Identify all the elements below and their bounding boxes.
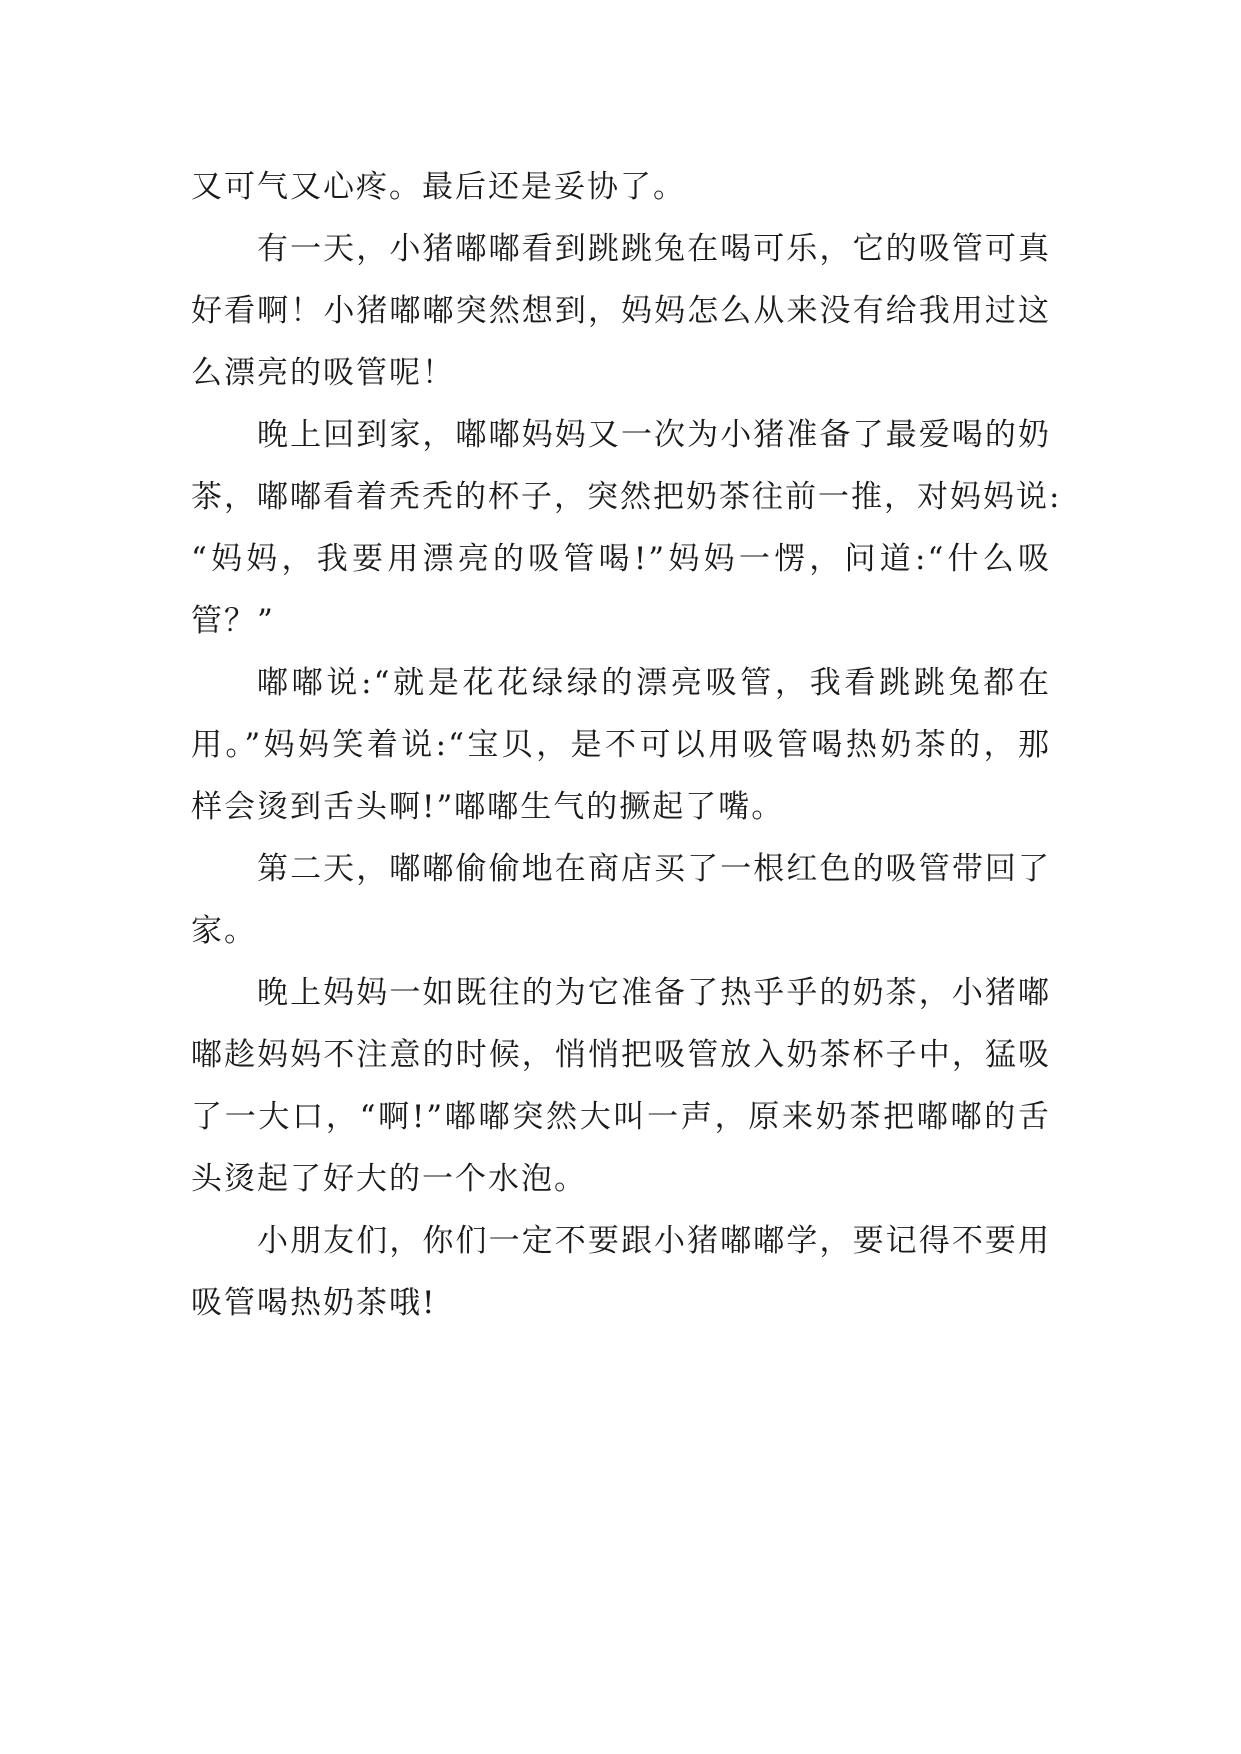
text-line: 样会烫到舌头啊!”嘟嘟生气的撅起了嘴。 xyxy=(191,789,785,825)
text-line: 小朋友们，你们一定不要跟小猪嘟嘟学，要记得不要用 xyxy=(257,1223,1051,1259)
text-line: 家。 xyxy=(191,913,257,949)
text-line: 好看啊！小猪嘟嘟突然想到，妈妈怎么从来没有给我用过这 xyxy=(191,293,1051,329)
text-line: 晚上妈妈一如既往的为它准备了热乎乎的奶茶，小猪嘟 xyxy=(257,975,1051,1011)
story-text xyxy=(191,156,1062,1334)
text-line: 了一大口，“啊!”嘟嘟突然大叫一声，原来奶茶把嘟嘟的舌 xyxy=(191,1099,1051,1135)
text-line: 晚上回到家，嘟嘟妈妈又一次为小猪准备了最爱喝的奶 xyxy=(257,417,1051,453)
text-line: 茶，嘟嘟看着秃秃的杯子，突然把奶茶往前一推，对妈妈说: xyxy=(191,479,1062,515)
text-line: 又可气又心疼。最后还是妥协了。 xyxy=(191,169,686,205)
text-line: 吸管喝热奶茶哦! xyxy=(191,1285,437,1321)
text-line: 头烫起了好大的一个水泡。 xyxy=(191,1161,587,1197)
text-line: 嘟嘟说:“就是花花绿绿的漂亮吸管，我看跳跳兔都在 xyxy=(257,665,1051,701)
text-line: 嘟趁妈妈不注意的时候，悄悄把吸管放入奶茶杯子中，猛吸 xyxy=(191,1037,1051,1073)
text-line: 第二天，嘟嘟偷偷地在商店买了一根红色的吸管带回了 xyxy=(257,851,1051,887)
text-line: 么漂亮的吸管呢！ xyxy=(191,355,455,391)
text-line: 有一天，小猪嘟嘟看到跳跳兔在喝可乐，它的吸管可真 xyxy=(257,231,1051,267)
text-line: 用。”妈妈笑着说:“宝贝，是不可以用吸管喝热奶茶的，那 xyxy=(191,727,1051,763)
text-line: 管？” xyxy=(191,603,275,639)
text-line: “妈妈，我要用漂亮的吸管喝!”妈妈一愣，问道:“什么吸 xyxy=(191,541,1051,577)
